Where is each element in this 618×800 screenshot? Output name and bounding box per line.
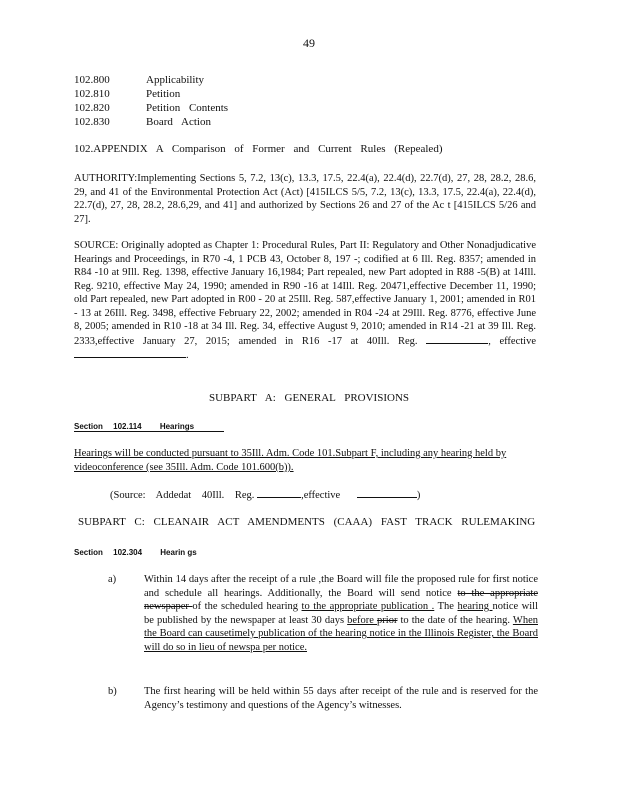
section-title: Hearin gs: [160, 548, 197, 557]
text-run: notice will be published by the newspaper at least 30 days: [144, 601, 538, 626]
blank-line: [426, 334, 488, 344]
text-run: to the date of the hearing.: [397, 614, 513, 626]
subsection-label: b): [108, 686, 117, 697]
underlined-text: before: [347, 614, 378, 626]
table-of-contents: [74, 73, 228, 129]
source-text: SOURCE: Originally adopted as Chapter 1: Procedural Rules, Part II: Regulatory and Other Nonadjudicative Hearings and Proceedings, in R70 -4, 1 PCB 43, October 8, 197 -; codified at 6 Ill. Reg. 8357; amended in R84 -10 at 9Ill. Reg. 1398, effective January 16,1984; Part repealed, new Part adopted in R88 -5(B) at 14Ill. Reg. 9210, effective May 24, 1990; amended in R90 -16 at 14Ill. Reg. 20471,effective December 11, 1990; old Part repealed, new Part adopted in R00 - 20 at 25Ill. Reg. 587,effective January 1, 2001; amended in R01 - 13 at 26Ill. Reg. 3498, effective February 22, 2002; amended in R04 -24 at 29Ill. Reg. 8776, effective June 8, 2005; amended in R10 -18 at 34 Ill. Reg. 34, effective August 9, 2010; amended in R14 -21 at 39 Ill. Reg. 2333,effective January 27, 2015; amended in R16 -17 at 40Ill. Reg.: [74, 240, 536, 347]
source-effective: effective: [499, 335, 536, 347]
blank-line: [357, 488, 417, 498]
subsection-label: a): [108, 574, 117, 585]
blank-line: [257, 488, 301, 498]
toc-number: 102.820: [74, 102, 110, 114]
section-label: Section 102.304: [74, 548, 143, 557]
toc-row: [74, 101, 228, 115]
toc-number: 102.830: [74, 116, 110, 128]
source-note-mid: ,effective: [301, 490, 341, 501]
subpart-c-heading: SUBPART C: CLEANAIR ACT AMENDMENTS (CAAA) FAST TRACK RULEMAKING: [78, 516, 536, 528]
toc-title: Petition Contents: [146, 102, 229, 114]
blank-line: [74, 348, 186, 358]
hearings-paragraph: Hearings will be conducted pursuant to 35Ill. Adm. Code 101.Subpart F, including any hearing held by videoconference (see 35Ill. Adm. Code 101.600(b)).: [74, 448, 507, 473]
toc-title: Applicability: [146, 74, 205, 86]
toc-number: 102.810: [74, 88, 110, 100]
toc-row: [74, 73, 228, 87]
underlined-text: to the appropriate publication .: [301, 601, 435, 612]
source-note-suffix: ): [416, 490, 421, 501]
subsection-text: [144, 573, 538, 654]
authority-paragraph: AUTHORITY:Implementing Sections 5, 7.2, 13(c), 13.3, 17.5, 22.4(a), 22.4(d), 22.7(d), 27, 28, 28.2, 28.6, 29, and 41 of the Environmental Protection Act (Act) [415ILCS 5/5, 7.2, 13(c), 13.3, 17.5, 22.4(a), 22.4(d), 22.7(d), 27, 28, 28.2, 28.6,29, and 41] and authorized by Sections 26 and 27 of the Ac t [415ILCS 5/26 and 27].: [74, 173, 536, 225]
text-run: The: [434, 601, 458, 612]
toc-title: Board Action: [146, 116, 211, 128]
section-114-heading: [74, 422, 224, 432]
source-note-prefix: (Source: Addedat 40Ill. Reg.: [110, 490, 255, 501]
page-number: 49: [303, 36, 315, 50]
section-title: Hearings: [159, 422, 195, 431]
underlined-text: When the Board can causetimely publication of the hearing notice in the Illinois Register, the Board will do so in lieu of newspa per notice.: [144, 614, 538, 653]
source-note: [110, 488, 420, 501]
section-304-heading: [74, 548, 197, 557]
appendix-heading: 102.APPENDIX A Comparison of Former and Current Rules (Repealed): [74, 143, 443, 155]
subsection-text: The first hearing will be held within 55 days after receipt of the rule and is reserved for the Agency’s testimony and questions of the Agency’s witnesses.: [144, 686, 538, 711]
struck-text: to the appropriate newspaper: [144, 587, 538, 612]
toc-row: [74, 87, 228, 101]
subpart-a-heading: SUBPART A: GENERAL PROVISIONS: [209, 392, 409, 404]
section-label: Section 102.114: [74, 422, 142, 431]
source-paragraph: SOURCE: Originally adopted as Chapter 1: Procedural Rules, Part II: Regulatory and Other Nonadjudicative Hearings and Proceedings, in R70 -4, 1 PCB 43, October 8, 197 -; codified at 6 Ill. Reg. 8357; amended in R84 -10 at 9Ill. Reg. 1398, effective January 16,1984; Part repealed, new Part adopted in R88 -5(B) at 14Ill. Reg. 9210, effective May 24, 1990; amended in R90 -16 at 14Ill. Reg. 20471,effective December 11, 1990; old Part repealed, new Part adopted in R00 - 20 at 25Ill. Reg. 587,effective January 1, 2001; amended in R01 - 13 at 26Ill. Reg. 3498, effective February 22, 2002; amended in R04 -24 at 29Ill. Reg. 8776, effective June 8, 2005; amended in R10 -18 at 34 Ill. Reg. 34, effective August 9, 2010; amended in R14 -21 at 39 Ill. Reg. 2333,effective January 27, 2015; amended in R16 -17 at 40Ill. Reg. , effective .: [74, 240, 536, 361]
underlined-text: hearing: [457, 601, 493, 612]
toc-row: [74, 115, 228, 129]
toc-number: 102.800: [74, 74, 110, 86]
text-run: Within 14 days after the receipt of a rule ,the Board will file the proposed rule for first notice and schedule all hearings. Additionally, the Board will send notice: [144, 574, 538, 599]
text-run: of the scheduled hearing: [192, 601, 302, 612]
toc-title: Petition: [146, 88, 181, 100]
struck-text: prior: [377, 614, 398, 626]
